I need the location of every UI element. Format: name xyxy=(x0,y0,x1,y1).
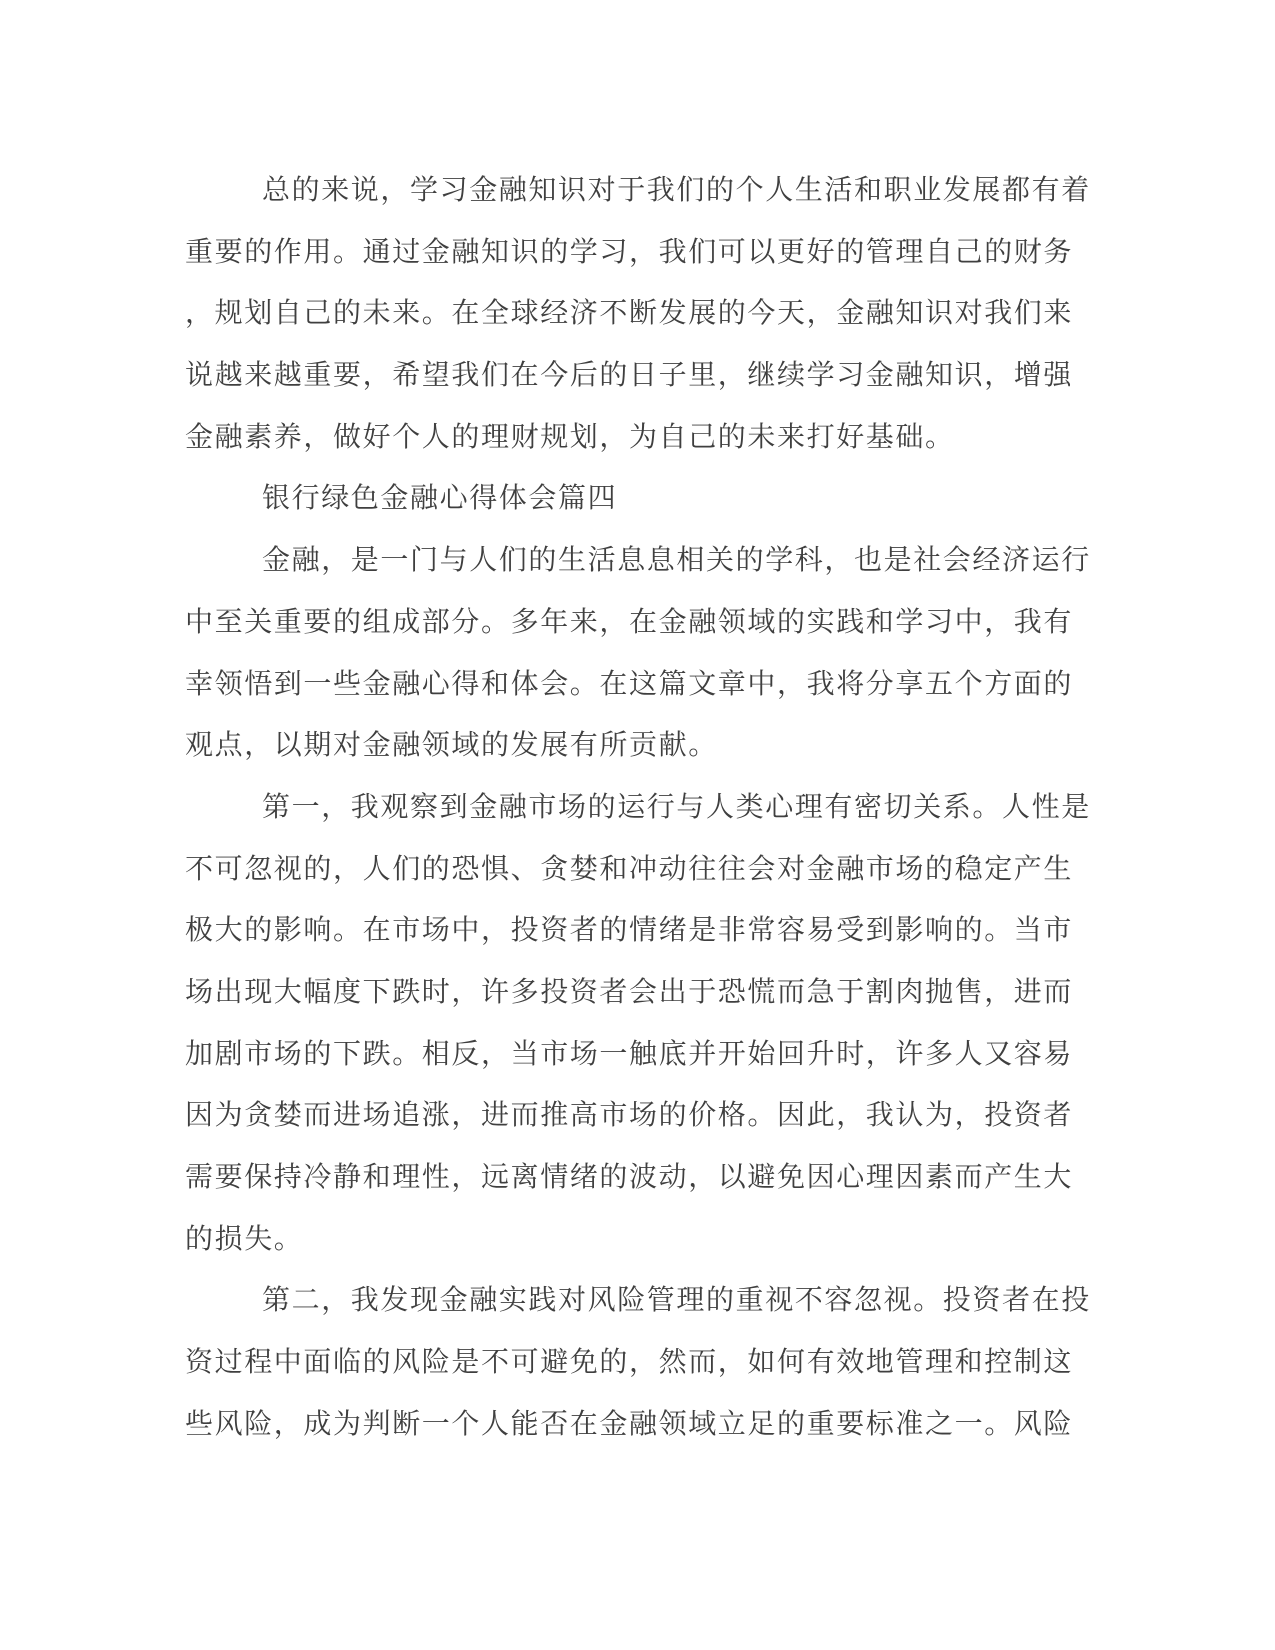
text-line: 幸领悟到一些金融心得和体会。在这篇文章中，我将分享五个方面的 xyxy=(185,668,1074,700)
text-line: 第一，我观察到金融市场的运行与人类心理有密切关系。人性是 xyxy=(262,791,1091,823)
text-line: 说越来越重要，希望我们在今后的日子里，继续学习金融知识，增强 xyxy=(185,360,1074,392)
text-line: 需要保持冷静和理性，远离情绪的波动，以避免因心理因素而产生大 xyxy=(185,1162,1074,1193)
text-line: 观点，以期对金融领域的发展有所贡献。 xyxy=(185,730,718,762)
paragraph xyxy=(185,160,1185,468)
text-line: ，规划自己的未来。在全球经济不断发展的今天，金融知识对我们来 xyxy=(185,298,1074,330)
document-content xyxy=(185,160,1185,1455)
text-line: 场出现大幅度下跌时，许多投资者会出于恐慌而急于割肉抛售，进而 xyxy=(185,976,1074,1008)
text-line: 中至关重要的组成部分。多年来，在金融领域的实践和学习中，我有 xyxy=(185,606,1074,638)
text-line: 些风险，成为判断一个人能否在金融领域立足的重要标准之一。风险 xyxy=(185,1408,1074,1440)
section-heading-text: 银行绿色金融心得体会篇四 xyxy=(262,483,618,515)
text-line: 重要的作用。通过金融知识的学习，我们可以更好的管理自己的财务 xyxy=(185,236,1074,268)
text-line: 不可忽视的，人们的恐惧、贪婪和冲动往往会对金融市场的稳定产生 xyxy=(185,853,1074,885)
text-line: 加剧市场的下跌。相反，当市场一触底并开始回升时，许多人又容易 xyxy=(185,1038,1074,1070)
text-line: 总的来说，学习金融知识对于我们的个人生活和职业发展都有着 xyxy=(262,175,1091,206)
paragraph xyxy=(185,530,1185,777)
text-line: 金融，是一门与人们的生活息息相关的学科，也是社会经济运行 xyxy=(262,545,1091,577)
text-line: 因为贪婪而进场追涨，进而推高市场的价格。因此，我认为，投资者 xyxy=(185,1100,1074,1132)
paragraph xyxy=(185,777,1185,1271)
paragraph xyxy=(185,1270,1185,1455)
section-heading xyxy=(185,468,1185,530)
text-line: 资过程中面临的风险是不可避免的，然而，如何有效地管理和控制这 xyxy=(185,1347,1074,1379)
text-line: 的损失。 xyxy=(185,1223,304,1255)
text-line: 第二，我发现金融实践对风险管理的重视不容忽视。投资者在投 xyxy=(262,1285,1091,1317)
text-line: 极大的影响。在市场中，投资者的情绪是非常容易受到影响的。当市 xyxy=(185,915,1074,947)
text-line: 金融素养，做好个人的理财规划，为自己的未来打好基础。 xyxy=(185,421,955,453)
